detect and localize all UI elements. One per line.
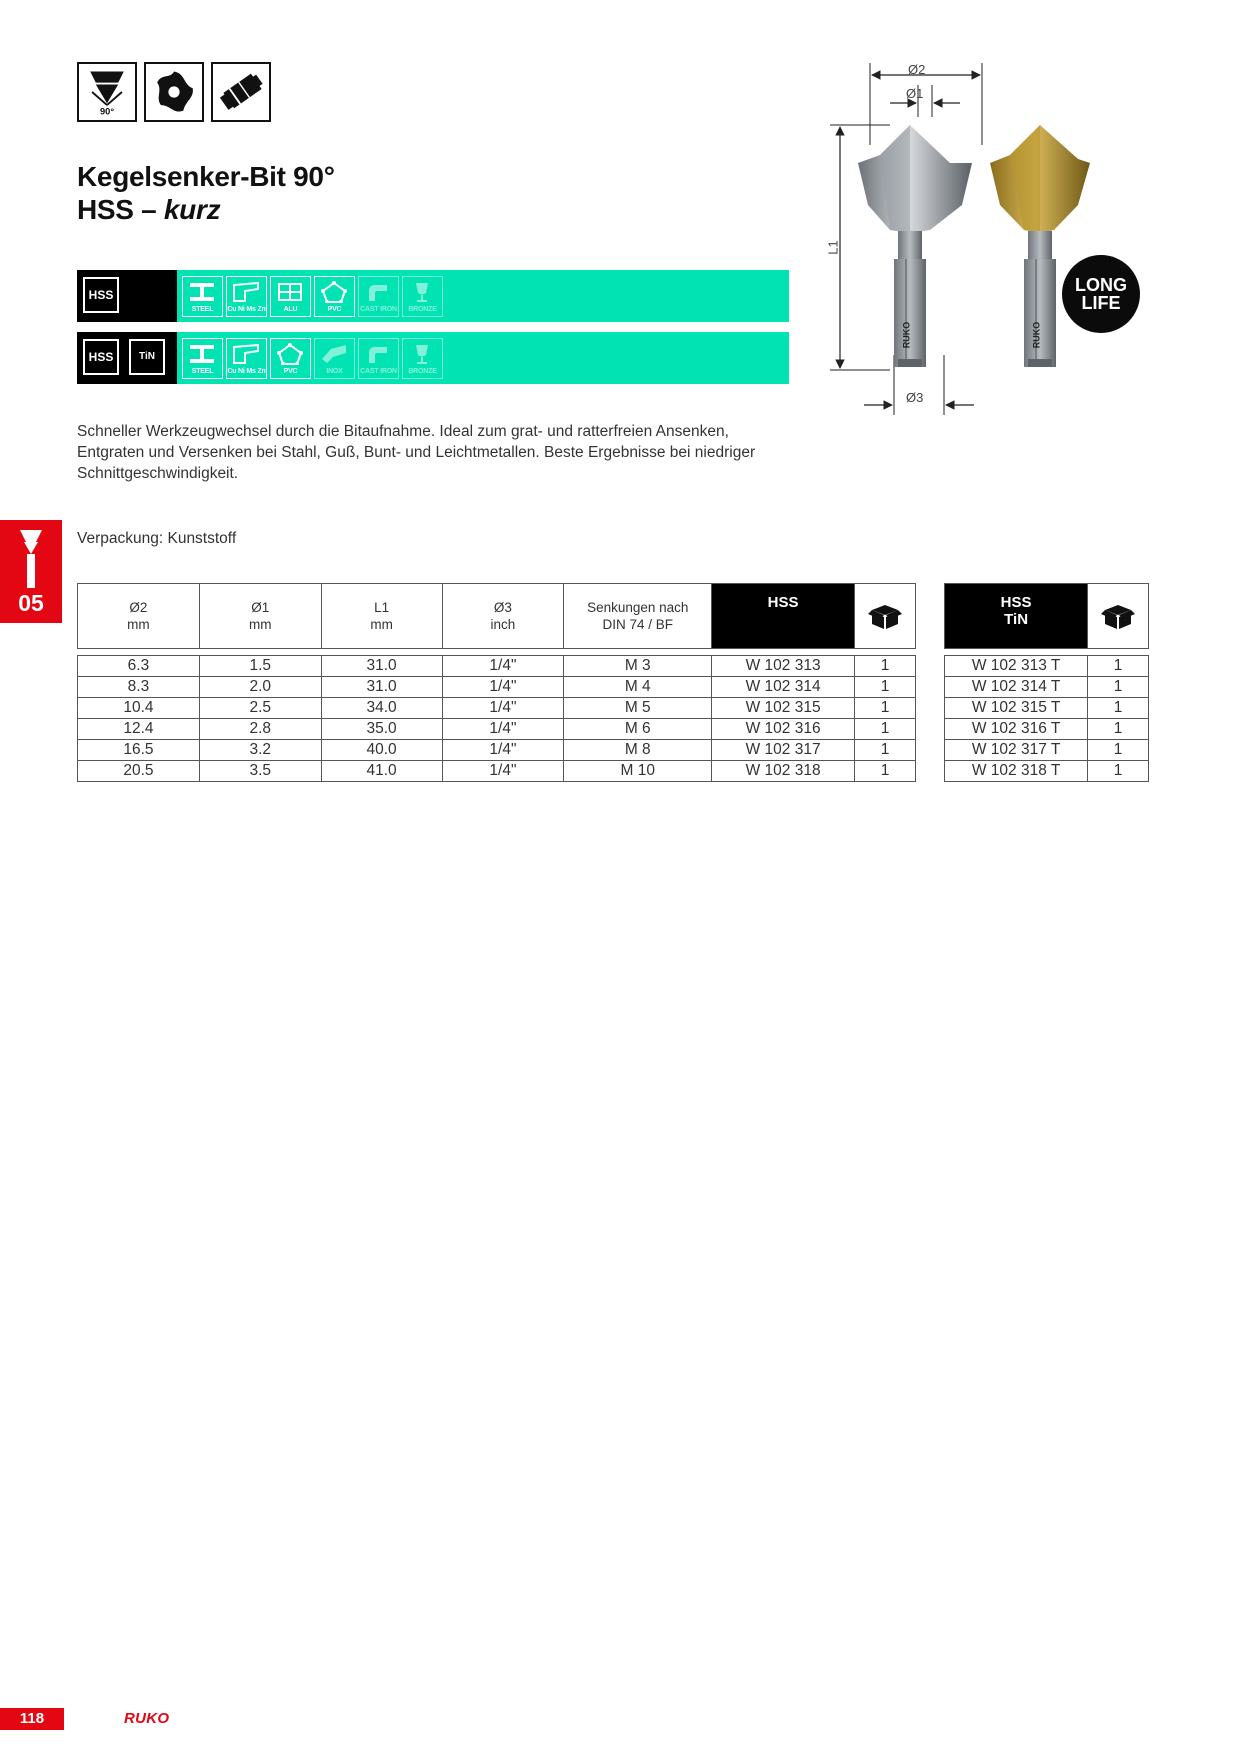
table-cell: 1 — [855, 719, 916, 740]
table-cell: 16.5 — [78, 740, 200, 761]
table-row — [78, 677, 916, 698]
material-label: Cu Ni Ms Zn — [227, 368, 266, 375]
table-cell: W 102 316 T — [945, 719, 1088, 740]
brand-on-shank: RUKO — [1031, 321, 1042, 349]
header-line: L1 — [374, 600, 390, 615]
material-label: Cu Ni Ms Zn — [227, 306, 266, 313]
header-line: Senkungen nach — [587, 600, 689, 615]
material-label: PVC — [283, 368, 298, 375]
dimension-l1-label: L1 — [825, 240, 841, 255]
table-cell: W 102 317 — [712, 740, 855, 761]
pvc-pentagon-icon — [321, 281, 347, 303]
table-cell: 1 — [1088, 698, 1149, 719]
table-cell: 1/4" — [442, 740, 564, 761]
material-inox — [314, 338, 355, 379]
table-row — [945, 719, 1149, 740]
package-box-icon — [1101, 601, 1135, 631]
title-line-2-italic: kurz — [163, 194, 221, 225]
table-cell: W 102 314 T — [945, 677, 1088, 698]
chapter-number: 05 — [18, 590, 44, 616]
tin-badge: TiN — [129, 339, 165, 375]
header-line: Ø1 — [251, 600, 270, 615]
material-row-hss-tin — [77, 332, 789, 384]
angle-label: 90° — [99, 106, 115, 117]
table-cell: 40.0 — [321, 740, 442, 761]
col-header-hss-tin — [945, 584, 1088, 649]
material-label: CAST IRON — [360, 306, 397, 313]
table-row — [78, 719, 916, 740]
table-cell: 1 — [1088, 677, 1149, 698]
col-header-d3 — [442, 584, 564, 649]
page-title — [77, 160, 335, 226]
material-cu-ni-ms-zn — [226, 276, 267, 317]
table-cell: W 102 314 — [712, 677, 855, 698]
alu-profile-icon — [277, 281, 303, 303]
table-cell: 3.5 — [199, 761, 321, 782]
header-unit: mm — [249, 617, 272, 632]
material-steel — [182, 338, 223, 379]
table-row — [78, 656, 916, 677]
bronze-cup-icon — [409, 343, 435, 365]
table-cell: 1.5 — [199, 656, 321, 677]
hex-shank-icon — [211, 62, 271, 122]
table-row — [945, 740, 1149, 761]
brand-on-shank: RUKO — [901, 321, 912, 349]
description-line: Schneller Werkzeugwechsel durch die Bitaufnahme. Ideal zum grat- und ratterfreien Ansenken, — [77, 423, 729, 440]
material-label: BRONZE — [408, 306, 437, 313]
dimension-d3-label: Ø3 — [906, 390, 924, 405]
header-unit: mm — [127, 617, 150, 632]
table-row — [945, 698, 1149, 719]
table-cell: 35.0 — [321, 719, 442, 740]
brand-logo: RUKO — [124, 1710, 170, 1727]
header-line: HSS — [767, 594, 799, 611]
table-cell: 12.4 — [78, 719, 200, 740]
table-cell: W 102 315 — [712, 698, 855, 719]
long-life-line: LONG — [1075, 275, 1127, 295]
table-cell: 1 — [1088, 719, 1149, 740]
table-cell: M 5 — [564, 698, 712, 719]
bronze-cup-icon — [409, 281, 435, 303]
cast-iron-pipe-icon — [365, 281, 391, 303]
table-cell: 2.5 — [199, 698, 321, 719]
material-bronze — [402, 338, 443, 379]
table-cell: 31.0 — [321, 677, 442, 698]
material-label: BRONZE — [408, 368, 437, 375]
long-life-line: LIFE — [1081, 293, 1121, 313]
table-row — [945, 761, 1149, 782]
table-cell: 1/4" — [442, 698, 564, 719]
header-unit: DIN 74 / BF — [602, 617, 674, 632]
table-cell: 20.5 — [78, 761, 200, 782]
cast-iron-pipe-icon — [365, 343, 391, 365]
table-cell: M 3 — [564, 656, 712, 677]
table-cell: M 4 — [564, 677, 712, 698]
chapter-tab — [0, 520, 62, 623]
table-cell: 1 — [855, 761, 916, 782]
material-pvc — [314, 276, 355, 317]
table-cell: M 6 — [564, 719, 712, 740]
hss-countersink-bit-image — [858, 125, 972, 367]
table-cell: 1/4" — [442, 719, 564, 740]
table-row — [945, 656, 1149, 677]
table-cell: 6.3 — [78, 656, 200, 677]
header-line: Ø2 — [129, 600, 148, 615]
package-box-icon — [868, 601, 902, 631]
title-line-2 — [77, 193, 335, 226]
col-header-hss — [712, 584, 855, 649]
inox-profile-icon — [321, 343, 347, 365]
material-label: CAST IRON — [360, 368, 397, 375]
steel-beam-icon — [189, 281, 215, 303]
table-cell: 1 — [855, 656, 916, 677]
table-cell: 1/4" — [442, 677, 564, 698]
table-cell: 3.2 — [199, 740, 321, 761]
table-cell: 1 — [855, 677, 916, 698]
table-cell: 10.4 — [78, 698, 200, 719]
dimension-d1-label: Ø1 — [906, 86, 924, 101]
material-label: INOX — [326, 368, 343, 375]
table-cell: 34.0 — [321, 698, 442, 719]
table-cell: 1/4" — [442, 656, 564, 677]
three-flute-icon — [144, 62, 204, 122]
table-cell: 2.8 — [199, 719, 321, 740]
material-cu-ni-ms-zn — [226, 338, 267, 379]
steel-beam-icon — [189, 343, 215, 365]
product-table-hss — [77, 583, 916, 782]
material-steel — [182, 276, 223, 317]
header-line: TiN — [1004, 611, 1029, 628]
metal-profile-icon — [233, 281, 259, 303]
material-label: ALU — [283, 306, 298, 313]
page-number: 118 — [0, 1708, 64, 1730]
hss-badge: HSS — [83, 277, 119, 313]
table-cell: 1 — [855, 698, 916, 719]
description-line: Schnittgeschwindigkeit. — [77, 465, 239, 482]
description-line: Entgraten und Versenken bei Stahl, Guß, Bunt- und Leichtmetallen. Beste Ergebnisse bei niedriger — [77, 444, 756, 461]
material-label: STEEL — [191, 368, 214, 375]
table-row — [945, 677, 1149, 698]
packaging-info: Verpackung: Kunststoff — [77, 530, 237, 547]
header-spacer — [78, 649, 916, 656]
material-label: STEEL — [191, 306, 214, 313]
metal-profile-icon — [233, 343, 259, 365]
material-label: PVC — [327, 306, 342, 313]
material-alu — [270, 276, 311, 317]
long-life-badge — [1062, 255, 1140, 333]
table-cell: W 102 313 — [712, 656, 855, 677]
header-unit: mm — [370, 617, 393, 632]
header-line: HSS — [1000, 594, 1032, 611]
table-cell: 1/4" — [442, 761, 564, 782]
product-table-hss-tin — [944, 583, 1149, 782]
col-header-package — [1088, 584, 1149, 649]
table-cell: W 102 315 T — [945, 698, 1088, 719]
material-pvc — [270, 338, 311, 379]
table-cell: W 102 318 T — [945, 761, 1088, 782]
table-cell: 41.0 — [321, 761, 442, 782]
table-cell: 1 — [1088, 656, 1149, 677]
header-spacer — [945, 649, 1149, 656]
pvc-pentagon-icon — [277, 343, 303, 365]
header-unit: inch — [490, 617, 516, 632]
col-header-d2 — [78, 584, 200, 649]
table-cell: W 102 317 T — [945, 740, 1088, 761]
table-cell: 1 — [1088, 740, 1149, 761]
col-header-l1 — [321, 584, 442, 649]
header-line: Ø3 — [493, 600, 512, 615]
table-row — [78, 740, 916, 761]
material-cast-iron — [358, 338, 399, 379]
dimension-d2-label: Ø2 — [908, 62, 926, 77]
material-bronze — [402, 276, 443, 317]
table-cell: 1 — [1088, 761, 1149, 782]
countersink-90-icon — [77, 62, 137, 122]
table-cell: 2.0 — [199, 677, 321, 698]
table-cell: M 10 — [564, 761, 712, 782]
table-cell: W 102 313 T — [945, 656, 1088, 677]
table-cell: W 102 318 — [712, 761, 855, 782]
col-header-package — [855, 584, 916, 649]
material-row-hss — [77, 270, 789, 322]
material-cast-iron — [358, 276, 399, 317]
title-line-1: Kegelsenker-Bit 90° — [77, 161, 335, 192]
col-header-d1 — [199, 584, 321, 649]
countersink-chapter-icon — [0, 524, 62, 594]
table-cell: 1 — [855, 740, 916, 761]
table-row — [78, 761, 916, 782]
table-cell: 31.0 — [321, 656, 442, 677]
hss-badge: HSS — [83, 339, 119, 375]
title-line-2-prefix: HSS – — [77, 194, 164, 225]
col-header-senkungen — [564, 584, 712, 649]
table-cell: W 102 316 — [712, 719, 855, 740]
table-row — [78, 698, 916, 719]
table-cell: M 8 — [564, 740, 712, 761]
product-description — [77, 421, 797, 484]
product-dimension-drawing — [820, 55, 1160, 415]
table-cell: 8.3 — [78, 677, 200, 698]
